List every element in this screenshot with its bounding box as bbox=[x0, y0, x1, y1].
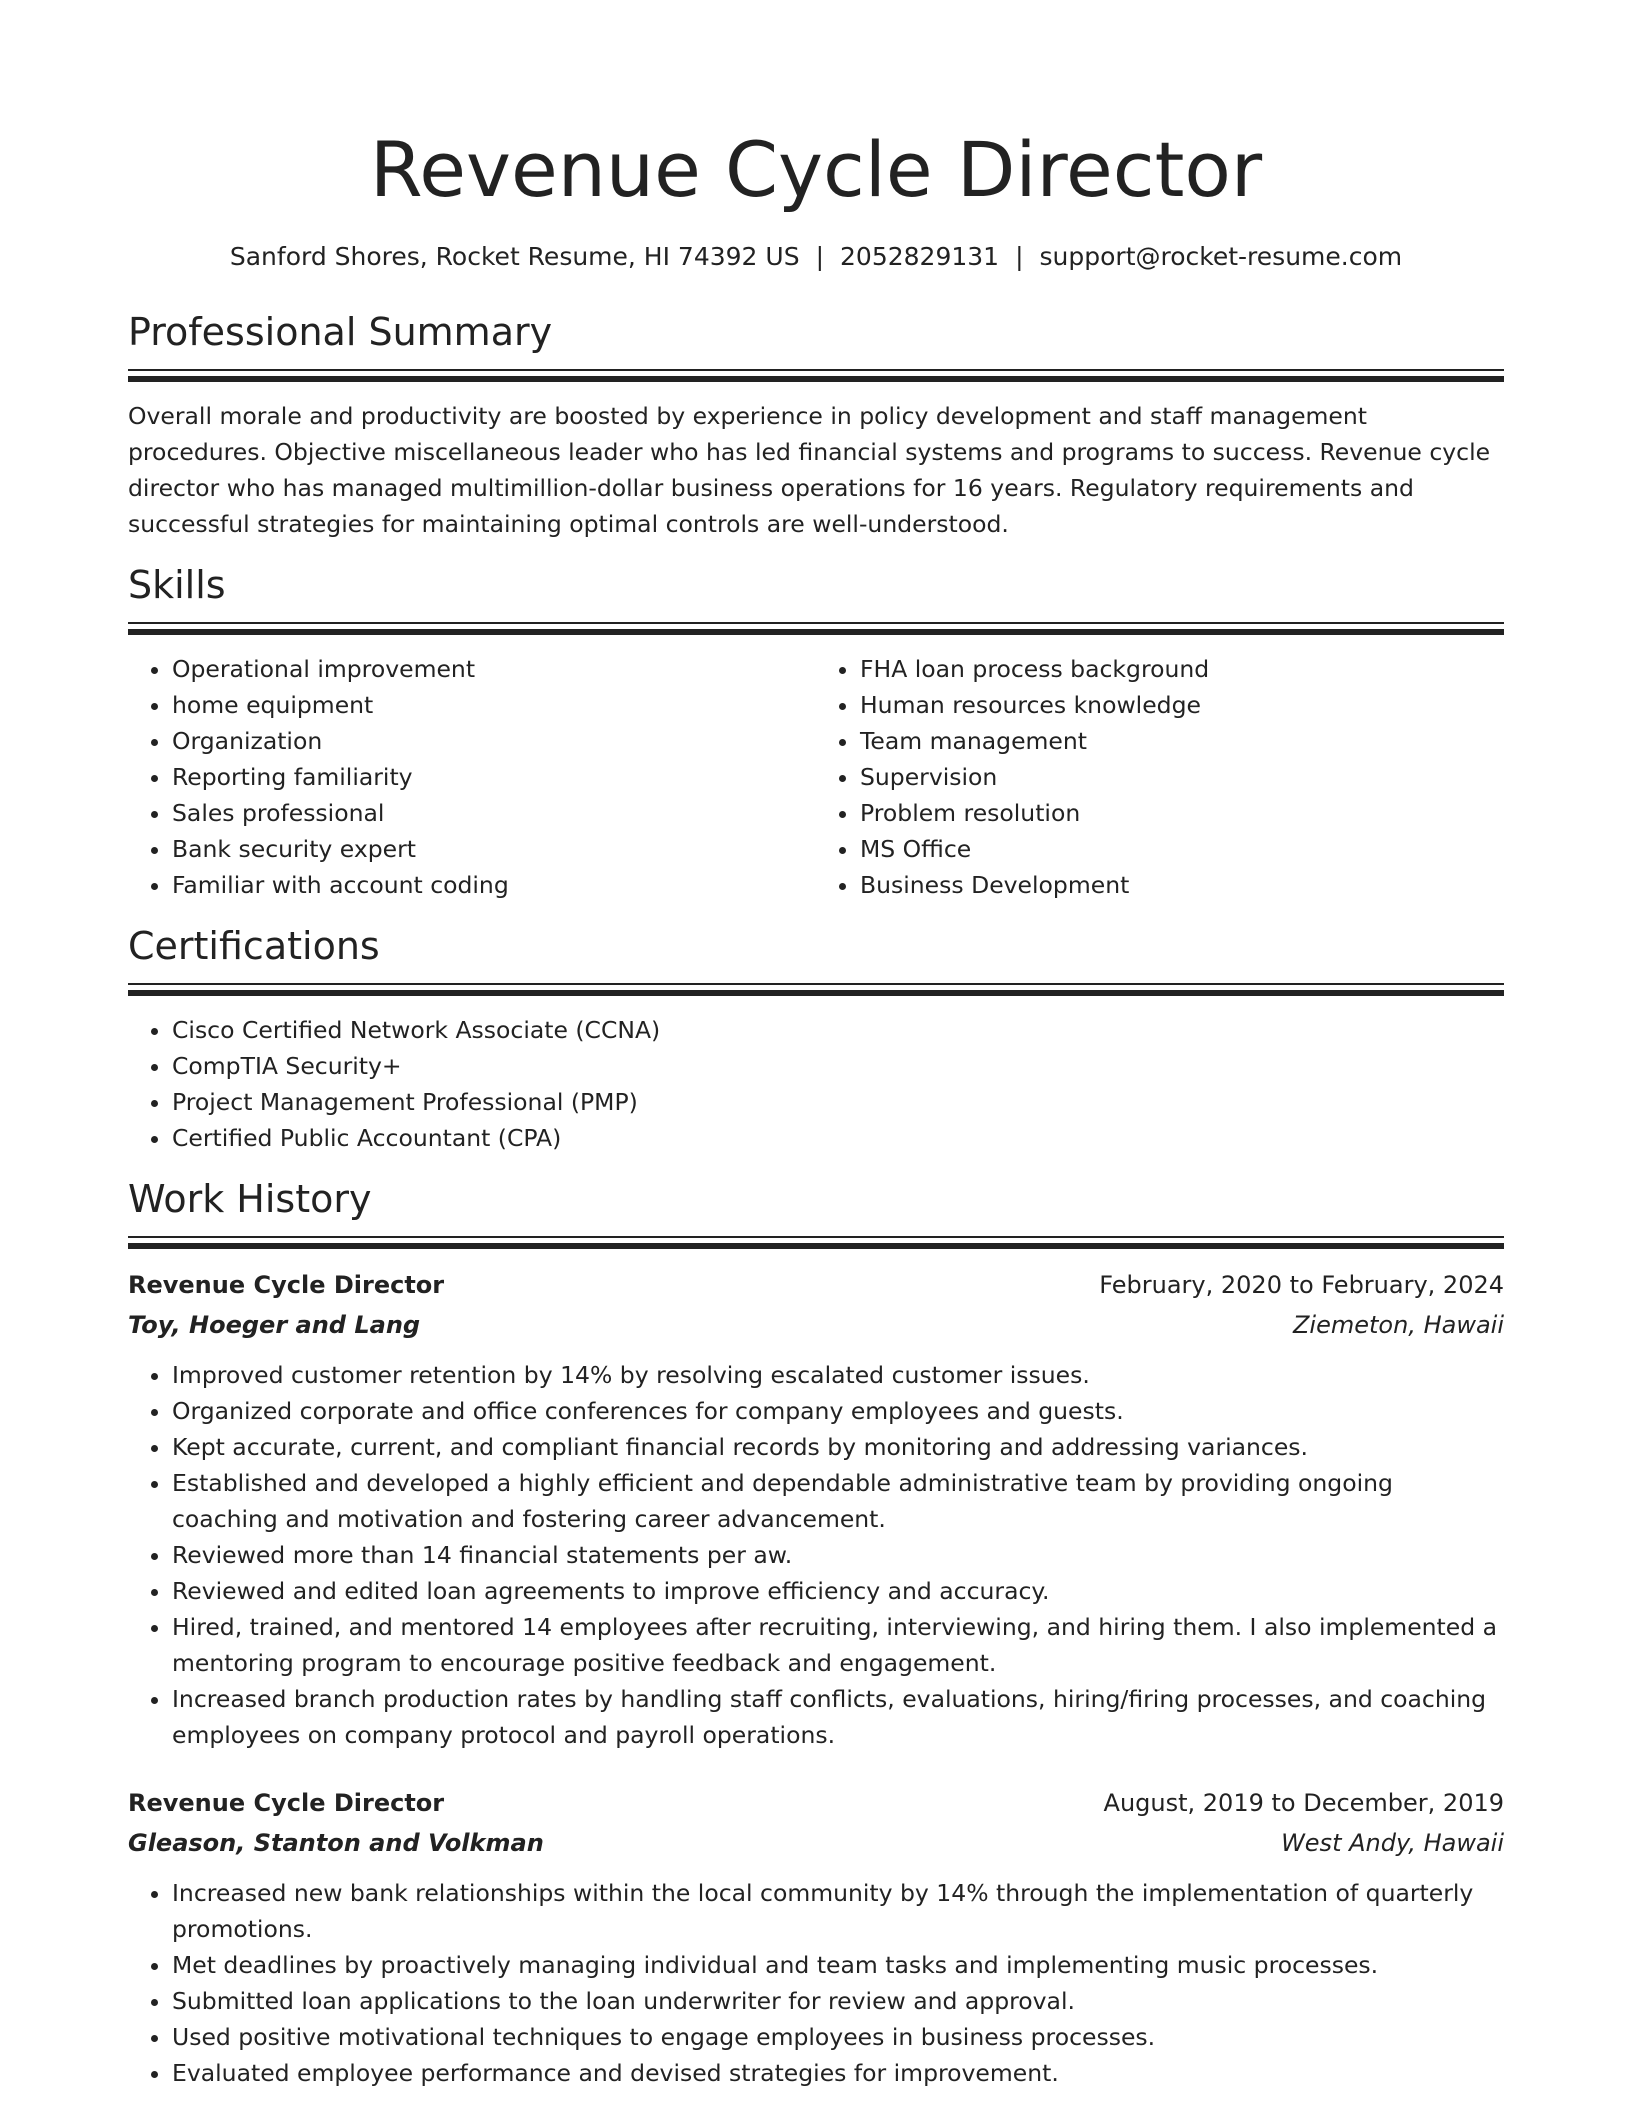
contact-separator: | bbox=[815, 242, 825, 271]
skill-item: • MS Office bbox=[860, 831, 1504, 867]
resume-page bbox=[128, 0, 1504, 2091]
job-title: Revenue Cycle Director bbox=[128, 1271, 445, 1299]
section-rule bbox=[128, 1236, 1504, 1249]
certifications-list bbox=[128, 1012, 1504, 1156]
section-rule bbox=[128, 622, 1504, 635]
section-title-skills: Skills bbox=[128, 563, 226, 607]
job-bullet: • Organized corporate and office conferences for company employees and guests. bbox=[172, 1393, 1504, 1429]
job-bullet: • Submitted loan applications to the loan underwriter for review and approval. bbox=[172, 1983, 1504, 2019]
job-entry bbox=[128, 1783, 1504, 2091]
job-bullet: • Met deadlines by proactively managing individual and team tasks and implementing music processes. bbox=[172, 1947, 1504, 1983]
job-bullets bbox=[128, 1357, 1504, 1753]
job-subhead bbox=[128, 1823, 1504, 1863]
job-head bbox=[128, 1783, 1504, 1823]
job-company: Toy, Hoeger and Lang bbox=[128, 1311, 421, 1339]
skill-item: • Sales professional bbox=[172, 795, 816, 831]
certification-item: • Cisco Certified Network Associate (CCNA) bbox=[172, 1012, 1504, 1048]
contact-email: support@rocket-resume.com bbox=[1039, 242, 1403, 271]
skills-list-right bbox=[816, 651, 1504, 903]
skills-list-left bbox=[128, 651, 816, 903]
job-entry bbox=[128, 1265, 1504, 1753]
job-location: West Andy, Hawaii bbox=[1281, 1829, 1504, 1857]
section-title-certifications: Certifications bbox=[128, 924, 380, 968]
summary-section bbox=[128, 307, 1504, 542]
certifications-section bbox=[128, 921, 1504, 1156]
job-dates: August, 2019 to December, 2019 bbox=[1103, 1789, 1504, 1817]
summary-text: Overall morale and productivity are boosted by experience in policy development and staff management procedures. Objective miscellaneous leader who has led financial systems and programs to success. Revenue cycle director who has managed multimillion-dollar business operations for 16 years. Regulatory requirements and successful strategies for maintaining optimal controls are well-understood. bbox=[128, 402, 1491, 538]
certification-item: • Certified Public Accountant (CPA) bbox=[172, 1120, 1504, 1156]
job-bullet: • Used positive motivational techniques to engage employees in business processes. bbox=[172, 2019, 1504, 2055]
job-bullet: • Increased new bank relationships within the local community by 14% through the implementation of quarterly promotions. bbox=[172, 1875, 1504, 1947]
job-company: Gleason, Stanton and Volkman bbox=[128, 1829, 544, 1857]
certification-item: • Project Management Professional (PMP) bbox=[172, 1084, 1504, 1120]
job-bullet: • Kept accurate, current, and compliant financial records by monitoring and addressing variances. bbox=[172, 1429, 1504, 1465]
contact-separator: | bbox=[1015, 242, 1024, 271]
skill-item: • Reporting familiarity bbox=[172, 759, 816, 795]
skill-item: • Supervision bbox=[860, 759, 1504, 795]
job-bullet: • Improved customer retention by 14% by resolving escalated customer issues. bbox=[172, 1357, 1504, 1393]
skill-item: • Operational improvement bbox=[172, 651, 816, 687]
job-title: Revenue Cycle Director bbox=[128, 1789, 445, 1817]
skills-columns bbox=[128, 651, 1504, 903]
job-bullets bbox=[128, 1875, 1504, 2091]
skill-item: • Bank security expert bbox=[172, 831, 816, 867]
skill-item: • Familiar with account coding bbox=[172, 867, 816, 903]
section-rule bbox=[128, 369, 1504, 382]
skill-item: • Human resources knowledge bbox=[860, 687, 1504, 723]
job-subhead bbox=[128, 1305, 1504, 1345]
resume-name: Revenue Cycle Director bbox=[369, 125, 1263, 214]
skill-item: • home equipment bbox=[172, 687, 816, 723]
section-title-work: Work History bbox=[128, 1177, 372, 1221]
work-section bbox=[128, 1174, 1504, 2091]
certification-item: • CompTIA Security+ bbox=[172, 1048, 1504, 1084]
job-dates: February, 2020 to February, 2024 bbox=[1099, 1271, 1504, 1299]
job-head bbox=[128, 1265, 1504, 1305]
skill-item: • FHA loan process background bbox=[860, 651, 1504, 687]
job-bullet: • Increased branch production rates by handling staff conflicts, evaluations, hiring/firing processes, and coaching employees on company protocol and payroll operations. bbox=[172, 1681, 1504, 1753]
job-bullet: • Hired, trained, and mentored 14 employees after recruiting, interviewing, and hiring them. I also implemented a mentoring program to encourage positive feedback and engagement. bbox=[172, 1609, 1504, 1681]
contact-phone: 2052829131 bbox=[840, 242, 1000, 271]
job-bullet: • Evaluated employee performance and devised strategies for improvement. bbox=[172, 2055, 1504, 2091]
skill-item: • Business Development bbox=[860, 867, 1504, 903]
contact-address: Sanford Shores, Rocket Resume, HI 74392 US bbox=[229, 242, 800, 271]
skill-item: • Team management bbox=[860, 723, 1504, 759]
skills-section bbox=[128, 560, 1504, 903]
section-title-summary: Professional Summary bbox=[128, 310, 553, 354]
contact-line bbox=[128, 240, 1504, 274]
skill-item: • Organization bbox=[172, 723, 816, 759]
section-rule bbox=[128, 983, 1504, 996]
job-bullet: • Reviewed more than 14 financial statements per aw. bbox=[172, 1537, 1504, 1573]
job-location: Ziemeton, Hawaii bbox=[1292, 1311, 1504, 1339]
job-bullet: • Established and developed a highly efficient and dependable administrative team by providing ongoing coaching and motivation and fostering career advancement. bbox=[172, 1465, 1504, 1537]
job-bullet: • Reviewed and edited loan agreements to improve efficiency and accuracy. bbox=[172, 1573, 1504, 1609]
skill-item: • Problem resolution bbox=[860, 795, 1504, 831]
